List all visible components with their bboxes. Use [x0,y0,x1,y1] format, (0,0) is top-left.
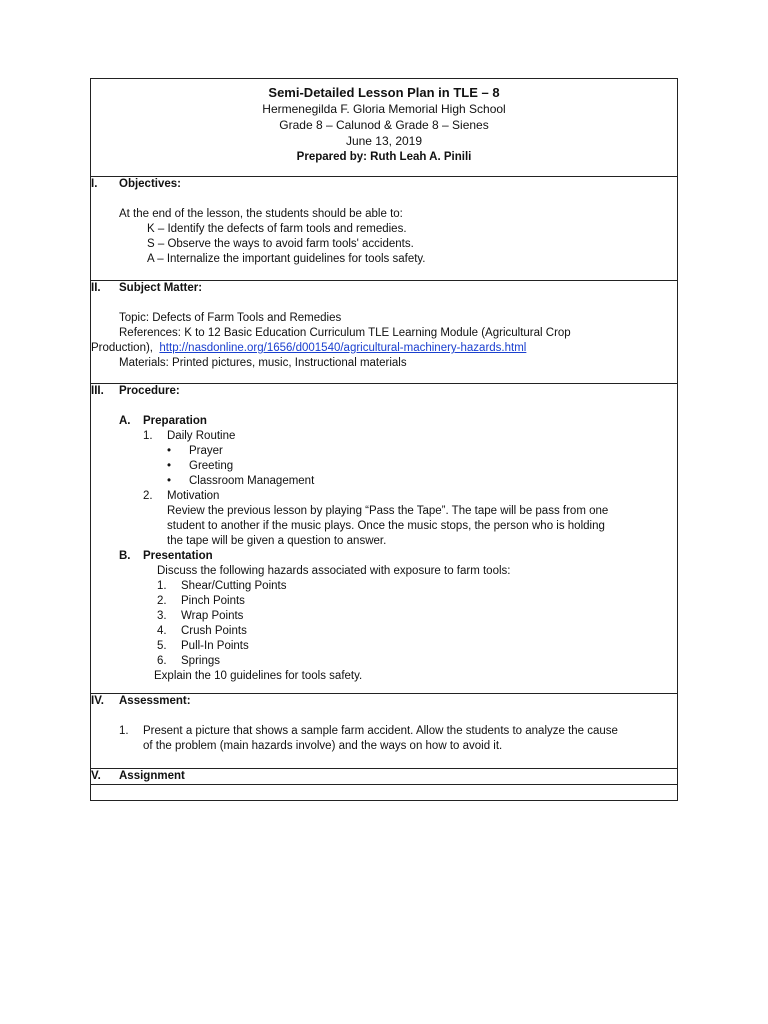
lesson-plan-page [90,78,678,801]
section-heading: Subject Matter: [119,282,203,294]
motivation-item: 2. Motivation [143,490,220,502]
hazard-item: 6. Springs [157,655,220,667]
assignment-section [91,769,678,785]
presentation-heading: B. Presentation [119,550,213,562]
section-heading: Assignment [119,770,185,782]
routine-item: • Classroom Management [167,475,315,487]
daily-routine-item: 1. Daily Routine [143,430,236,442]
objective-a: A – Internalize the important guidelines for tools safety. [147,253,426,265]
motivation-text: student to another if the music plays. Once the music stops, the person who is holding [167,520,605,532]
routine-item: • Greeting [167,460,234,472]
presentation-outro: Explain the 10 guidelines for tools safety. [154,670,363,682]
hazard-item: 3. Wrap Points [157,610,244,622]
topic-line: Topic: Defects of Farm Tools and Remedies [119,312,342,324]
motivation-text: the tape will be given a question to answer. [167,535,387,547]
hazard-item: 1. Shear/Cutting Points [157,580,287,592]
bullet-icon: • [167,445,172,457]
header-cell [91,79,678,177]
objectives-intro: At the end of the lesson, the students should be able to: [119,208,403,220]
reference-link[interactable]: http://nasdonline.org/1656/d001540/agricultural-machinery-hazards.html [159,342,527,354]
section-numeral: II. [91,282,101,294]
assessment-item: 1. Present a picture that shows a sample farm accident. Allow the students to analyze the cause [119,725,618,737]
section-numeral: I. [91,178,98,190]
objective-s: S – Observe the ways to avoid farm tools' accidents. [147,238,414,250]
preparation-heading: A. Preparation [119,415,207,427]
objectives-section [91,177,678,281]
section-numeral: IV. [91,695,105,707]
subject-matter-section [91,281,678,384]
hazard-item: 2. Pinch Points [157,595,245,607]
motivation-text: Review the previous lesson by playing “Pass the Tape”. The tape will be pass from one [167,505,609,517]
hazard-item: 4. Crush Points [157,625,247,637]
assessment-section [91,694,678,769]
assessment-item-continuation: of the problem (main hazards involve) and the ways on how to avoid it. [143,740,503,752]
hazard-list [91,579,677,669]
school-name: Hermenegilda F. Gloria Memorial High School [262,102,506,116]
references-continuation: Production), http://nasdonline.org/1656/d001540/agricultural-machinery-hazards.html [91,342,527,354]
section-heading: Procedure: [119,385,180,397]
materials-line: Materials: Printed pictures, music, Instructional materials [119,357,407,369]
section-numeral: V. [91,770,101,782]
routine-item: • Prayer [167,445,223,457]
prepared-by: Prepared by: Ruth Leah A. Pinili [296,151,472,163]
presentation-intro: Discuss the following hazards associated with exposure to farm tools: [157,565,511,577]
grade-sections: Grade 8 – Calunod & Grade 8 – Sienes [279,118,489,132]
lesson-plan-table [90,78,678,801]
bullet-icon: • [167,475,172,487]
section-heading: Assessment: [119,695,191,707]
hazard-item: 5. Pull-In Points [157,640,249,652]
lesson-date: June 13, 2019 [345,134,423,148]
document-title: Semi-Detailed Lesson Plan in TLE – 8 [268,85,500,100]
section-heading: Objectives: [119,178,181,190]
references-line: References: K to 12 Basic Education Curriculum TLE Learning Module (Agricultural Crop [119,327,571,339]
procedure-section [91,384,678,694]
section-numeral: III. [91,385,104,397]
bullet-icon: • [167,460,172,472]
assignment-content-cell [91,785,678,801]
objective-k: K – Identify the defects of farm tools and remedies. [147,223,407,235]
